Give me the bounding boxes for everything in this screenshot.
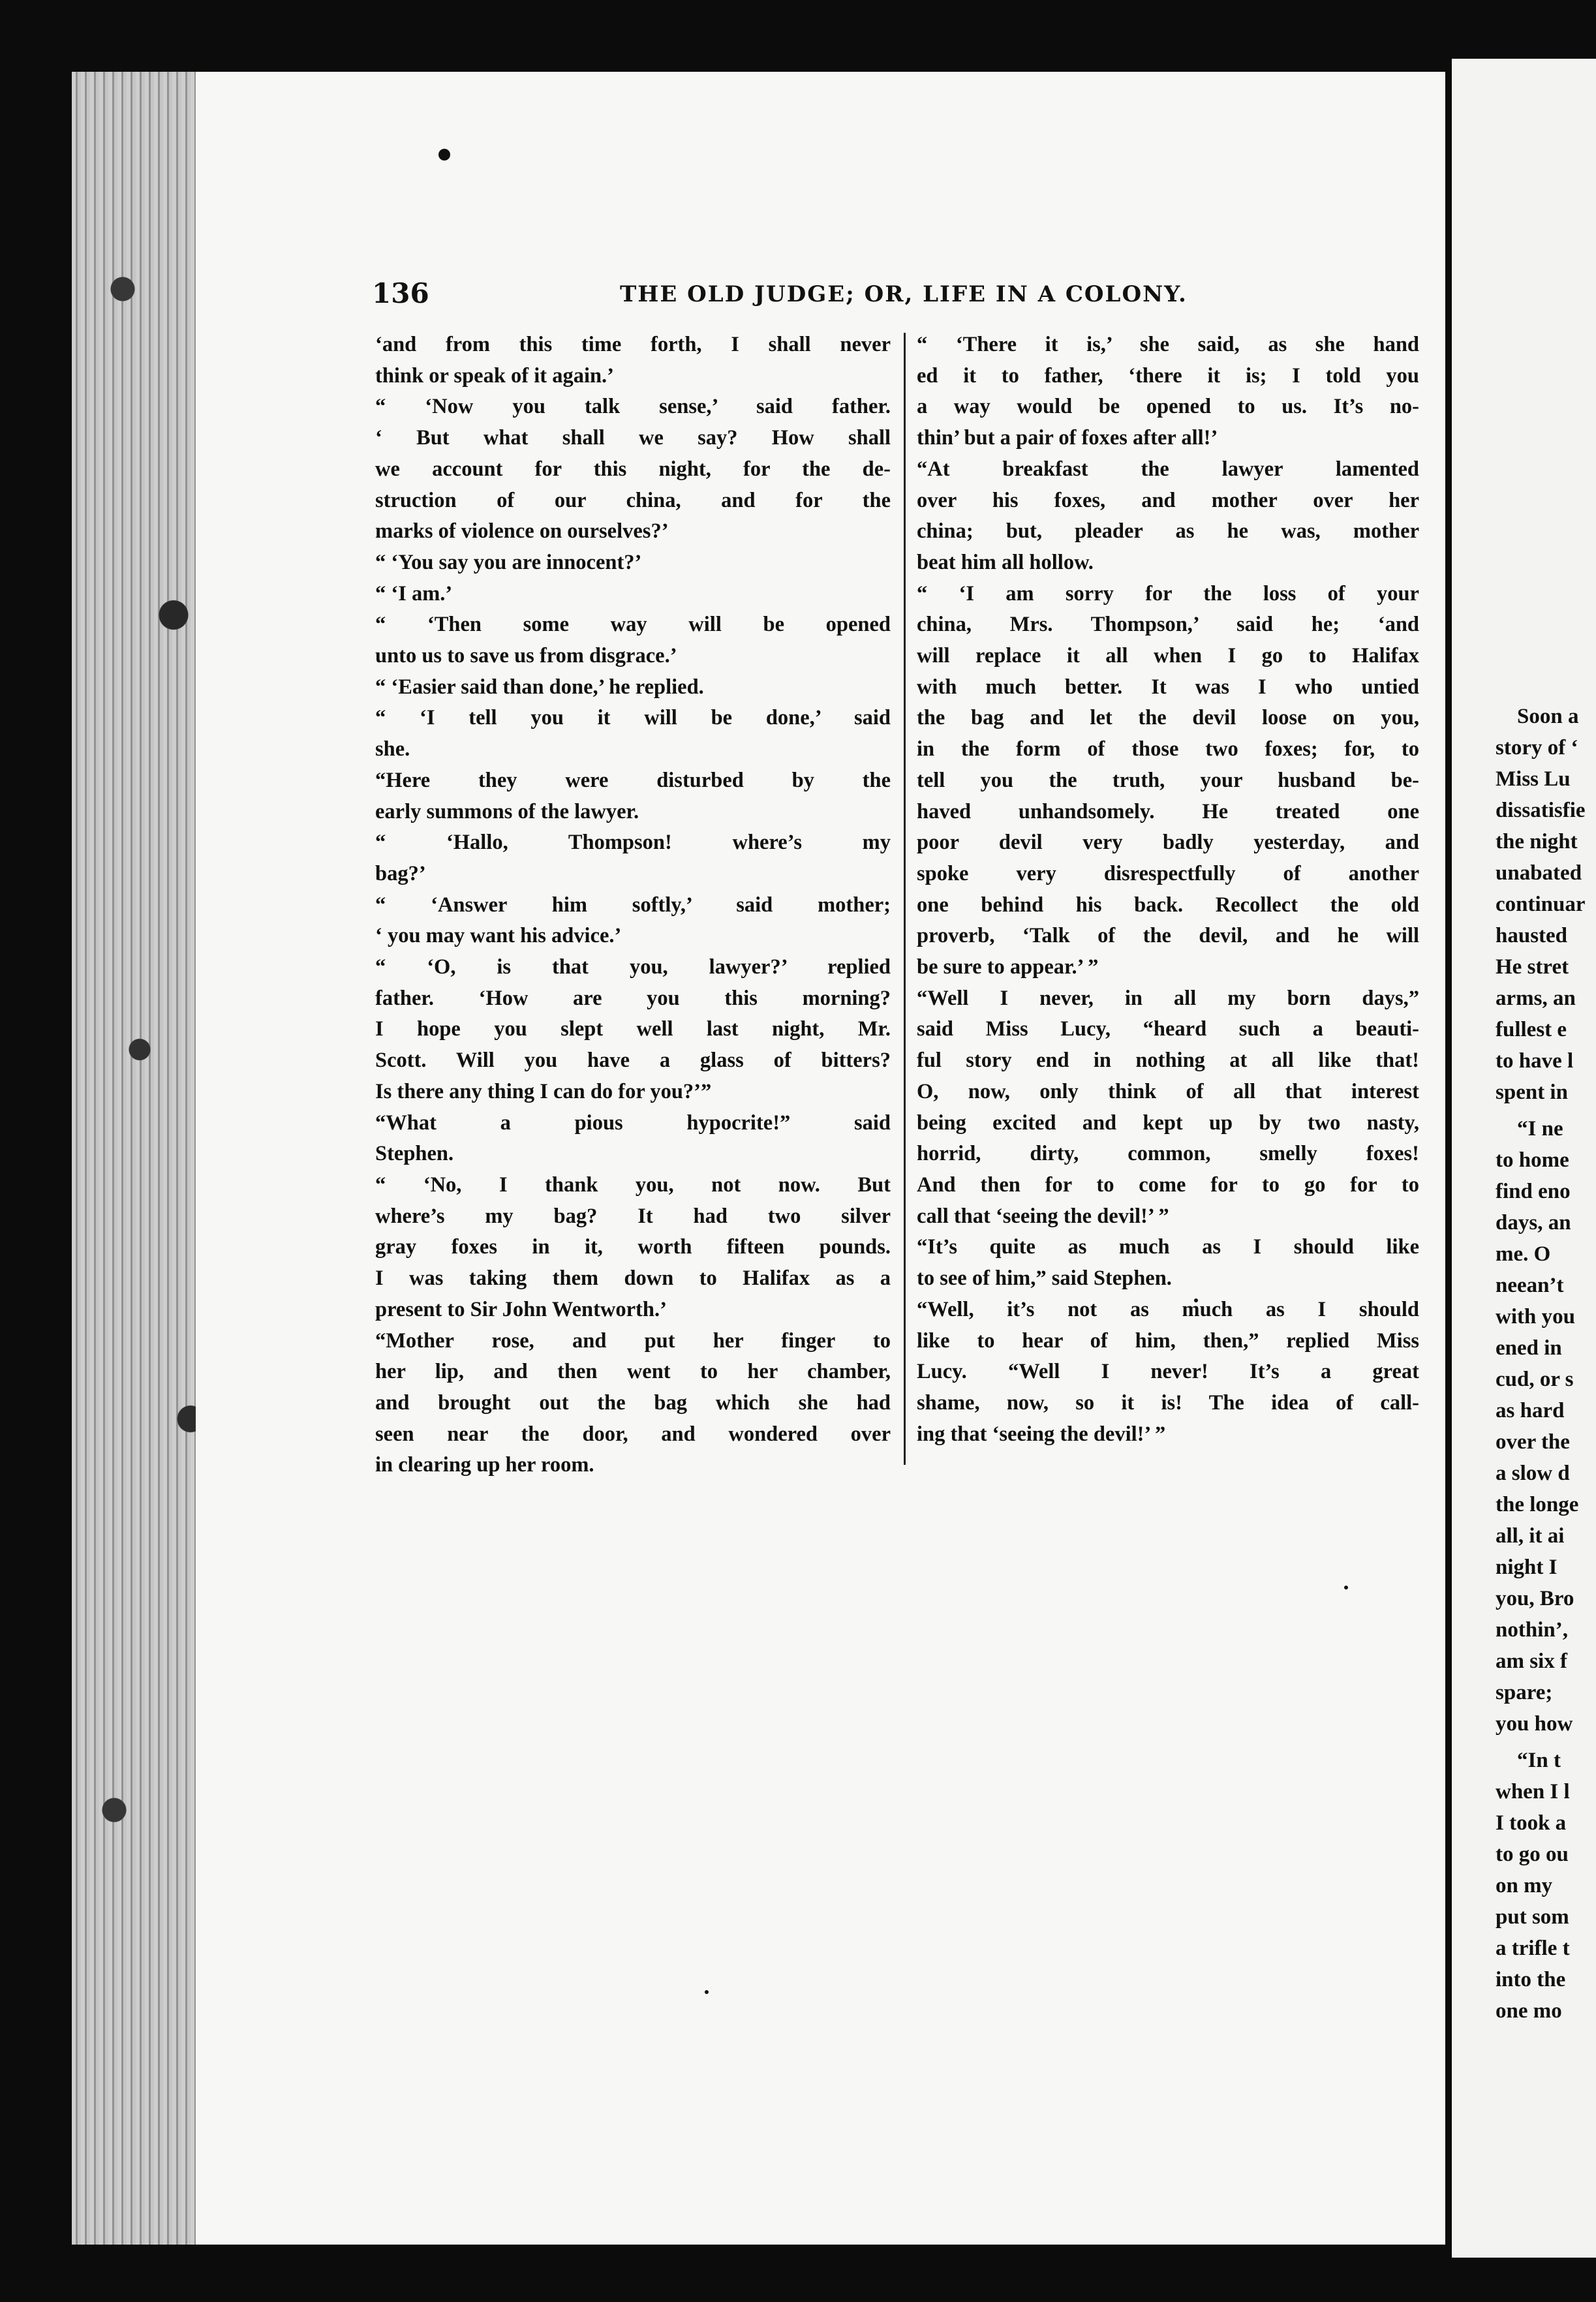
text-line: thin’ but a pair of foxes after all!’ xyxy=(917,426,1218,450)
text-line: struction of our china, and for the xyxy=(375,488,891,512)
text-line: ing that ‘seeing the devil!’ ” xyxy=(917,1422,1166,1446)
text-line: early summons of the lawyer. xyxy=(375,799,639,823)
facing-page-text-line: all, it ai xyxy=(1496,1524,1565,1548)
text-line: ed it to father, ‘there it is; I told you xyxy=(917,363,1419,388)
page-number: 136 xyxy=(372,277,429,309)
text-line: “ ‘I tell you it will be done,’ said xyxy=(375,706,891,730)
text-line: ‘ you may want his advice.’ xyxy=(375,924,622,948)
facing-page-text-line: find eno xyxy=(1496,1180,1571,1203)
text-line: “ ‘Easier said than done,’ he replied. xyxy=(375,675,704,699)
facing-page-text-line: unabated xyxy=(1496,861,1582,885)
text-line: to see of him,” said Stephen. xyxy=(917,1266,1172,1291)
running-title: THE OLD JUDGE; OR, LIFE IN A COLONY. xyxy=(620,281,1188,307)
text-line: “ ‘Hallo, Thompson! where’s my xyxy=(375,831,891,855)
text-line: one behind his back. Recollect the old xyxy=(917,893,1419,917)
ink-dot xyxy=(1344,1586,1348,1589)
facing-page-text-line: “In t xyxy=(1517,1749,1561,1772)
text-line: china; but, pleader as he was, mother xyxy=(917,519,1419,544)
text-line: ‘and from this time forth, I shall never xyxy=(375,333,891,356)
text-line: the bag and let the devil loose on you, xyxy=(917,706,1419,730)
text-line: be sure to appear.’ ” xyxy=(917,955,1099,979)
facing-page-text-line: hausted xyxy=(1496,924,1568,947)
facing-page-text-line: a trifle t xyxy=(1496,1937,1570,1960)
facing-page-text-line: as hard xyxy=(1496,1399,1565,1422)
text-line: marks of violence on ourselves?’ xyxy=(375,519,669,544)
facing-page-text-line: days, an xyxy=(1496,1211,1571,1235)
text-line: beat him all hollow. xyxy=(917,550,1094,574)
text-line: Is there any thing I can do for you?’” xyxy=(375,1079,712,1103)
facing-page-text-line: the longe xyxy=(1496,1493,1579,1516)
facing-page-text-line: “I ne xyxy=(1517,1117,1563,1141)
facing-page-text-line: me. O xyxy=(1496,1242,1551,1266)
text-line: “ ‘No, I thank you, not now. But xyxy=(375,1173,891,1197)
text-line: like to hear of him, then,” replied Miss xyxy=(917,1328,1419,1353)
text-line: where’s my bag? It had two silver xyxy=(375,1204,891,1228)
text-line: “Well, it’s not as much as I should xyxy=(917,1297,1419,1321)
right-text-column xyxy=(917,330,1419,1450)
facing-page-text-line: into the xyxy=(1496,1968,1566,1991)
text-line: china, Mrs. Thompson,’ said he; ‘and xyxy=(917,613,1419,637)
text-line: father. ‘How are you this morning? xyxy=(375,986,891,1010)
facing-page-text-line: cud, or s xyxy=(1496,1368,1574,1391)
text-line: proverb, ‘Talk of the devil, and he will xyxy=(917,924,1419,948)
facing-page-text-line: nothin’, xyxy=(1496,1618,1568,1642)
facing-page-text-line: spent in xyxy=(1496,1081,1568,1104)
column-divider xyxy=(904,333,906,1465)
text-line: think or speak of it again.’ xyxy=(375,363,614,388)
text-line: Lucy. “Well I never! It’s a great xyxy=(917,1360,1419,1384)
text-line: I was taking them down to Halifax as a xyxy=(375,1266,891,1291)
text-line: a way would be opened to us. It’s no- xyxy=(917,395,1419,419)
text-line: And then for to come for to go for to xyxy=(917,1173,1419,1197)
facing-page-text-line: ened in xyxy=(1496,1336,1562,1360)
text-line: her lip, and then went to her chamber, xyxy=(375,1360,891,1384)
facing-page-text-line: put som xyxy=(1496,1905,1569,1929)
facing-page-text-line: Miss Lu xyxy=(1496,767,1571,791)
ink-dot xyxy=(438,149,450,161)
text-line: call that ‘seeing the devil!’ ” xyxy=(917,1204,1169,1228)
text-line: Stephen. xyxy=(375,1142,454,1166)
text-line: “It’s quite as much as I should like xyxy=(917,1235,1419,1259)
text-line: ful story end in nothing at all like that! xyxy=(917,1049,1419,1073)
text-line: unto us to save us from disgrace.’ xyxy=(375,644,677,668)
bleed-through-text xyxy=(927,1468,932,1499)
text-line: and brought out the bag which she had xyxy=(375,1390,891,1415)
facing-page-text-line: I took a xyxy=(1496,1811,1567,1835)
facing-page-text-line: to home xyxy=(1496,1148,1569,1172)
facing-page-text-line: you, Bro xyxy=(1496,1587,1574,1610)
facing-page-text-line: continuar xyxy=(1496,893,1586,916)
text-line: “ ‘You say you are innocent?’ xyxy=(375,550,642,574)
facing-page-text-line: He stret xyxy=(1496,955,1569,979)
facing-page-text-line: fullest e xyxy=(1496,1018,1567,1041)
text-line: with much better. It was I who untied xyxy=(917,675,1419,699)
text-line: gray foxes in it, worth fifteen pounds. xyxy=(375,1235,891,1259)
text-line: tell you the truth, your husband be- xyxy=(917,768,1419,792)
text-line: will replace it all when I go to Halifax xyxy=(917,644,1419,668)
facing-page-text-line: story of ‘ xyxy=(1496,736,1578,760)
left-text-column xyxy=(375,330,891,1481)
facing-page-text-line: when I l xyxy=(1496,1780,1570,1803)
text-line: “Well I never, in all my born days,” xyxy=(917,986,1419,1010)
text-line: “ ‘Answer him softly,’ said mother; xyxy=(375,893,891,917)
text-line: O, now, only think of all that interest xyxy=(917,1079,1419,1103)
text-line: being excited and kept up by two nasty, xyxy=(917,1111,1419,1135)
facing-page-text-line: am six f xyxy=(1496,1650,1567,1673)
facing-page-text-line: neean’t xyxy=(1496,1274,1564,1297)
text-line: she. xyxy=(375,737,410,761)
text-line: I hope you slept well last night, Mr. xyxy=(375,1017,891,1041)
text-line: “ ‘Then some way will be opened xyxy=(375,613,891,637)
text-line: in the form of those two foxes; for, to xyxy=(917,737,1419,761)
text-line: horrid, dirty, common, smelly foxes! xyxy=(917,1142,1419,1166)
text-line: “ ‘There it is,’ she said, as she hand xyxy=(917,333,1419,356)
facing-page-text-line: you how xyxy=(1496,1712,1573,1736)
facing-page-text-line: one mo xyxy=(1496,1999,1562,2023)
text-line: in clearing up her room. xyxy=(375,1453,594,1477)
facing-page-text-line: to go ou xyxy=(1496,1843,1569,1866)
text-line: “At breakfast the lawyer lamented xyxy=(917,457,1419,481)
facing-page-text-line: night I xyxy=(1496,1556,1558,1579)
text-line: “What a pious hypocrite!” said xyxy=(375,1111,891,1135)
text-line: “Mother rose, and put her finger to xyxy=(375,1328,891,1353)
facing-page-text-line: with you xyxy=(1496,1305,1575,1328)
facing-page-text-line: on my xyxy=(1496,1874,1553,1897)
ink-dot xyxy=(705,1990,709,1994)
facing-page-text-line: to have l xyxy=(1496,1049,1574,1073)
text-line: “Here they were disturbed by the xyxy=(375,768,891,792)
text-line: “ ‘O, is that you, lawyer?’ replied xyxy=(375,955,891,979)
page-header xyxy=(372,277,1194,310)
text-line: bag?’ xyxy=(375,861,426,885)
facing-page-text-line: arms, an xyxy=(1496,987,1576,1010)
facing-page-text-line: Soon a xyxy=(1517,705,1579,728)
text-line: present to Sir John Wentworth.’ xyxy=(375,1297,667,1321)
facing-page-text-line: over the xyxy=(1496,1430,1570,1454)
text-line: “ ‘I am sorry for the loss of your xyxy=(917,581,1419,606)
facing-page-text-line: dissatisfie xyxy=(1496,799,1586,822)
text-line: haved unhandsomely. He treated one xyxy=(917,799,1419,823)
text-line: said Miss Lucy, “heard such a beauti- xyxy=(917,1017,1419,1041)
text-line: shame, now, so it is! The idea of call- xyxy=(917,1390,1419,1415)
text-line: poor devil very badly yesterday, and xyxy=(917,831,1419,855)
text-line: over his foxes, and mother over her xyxy=(917,488,1419,512)
text-line: seen near the door, and wondered over xyxy=(375,1422,891,1446)
text-line: “ ‘I am.’ xyxy=(375,581,453,606)
facing-page-text-line: the night xyxy=(1496,830,1578,853)
text-line: “ ‘Now you talk sense,’ said father. xyxy=(375,395,891,419)
facing-page-text-line: a slow d xyxy=(1496,1462,1570,1485)
facing-page-text-line: spare; xyxy=(1496,1681,1553,1704)
text-line: ‘ But what shall we say? How shall xyxy=(375,426,891,450)
text-line: we account for this night, for the de- xyxy=(375,457,891,481)
text-line: spoke very disrespectfully of another xyxy=(917,861,1419,885)
text-line: Scott. Will you have a glass of bitters? xyxy=(375,1049,891,1073)
